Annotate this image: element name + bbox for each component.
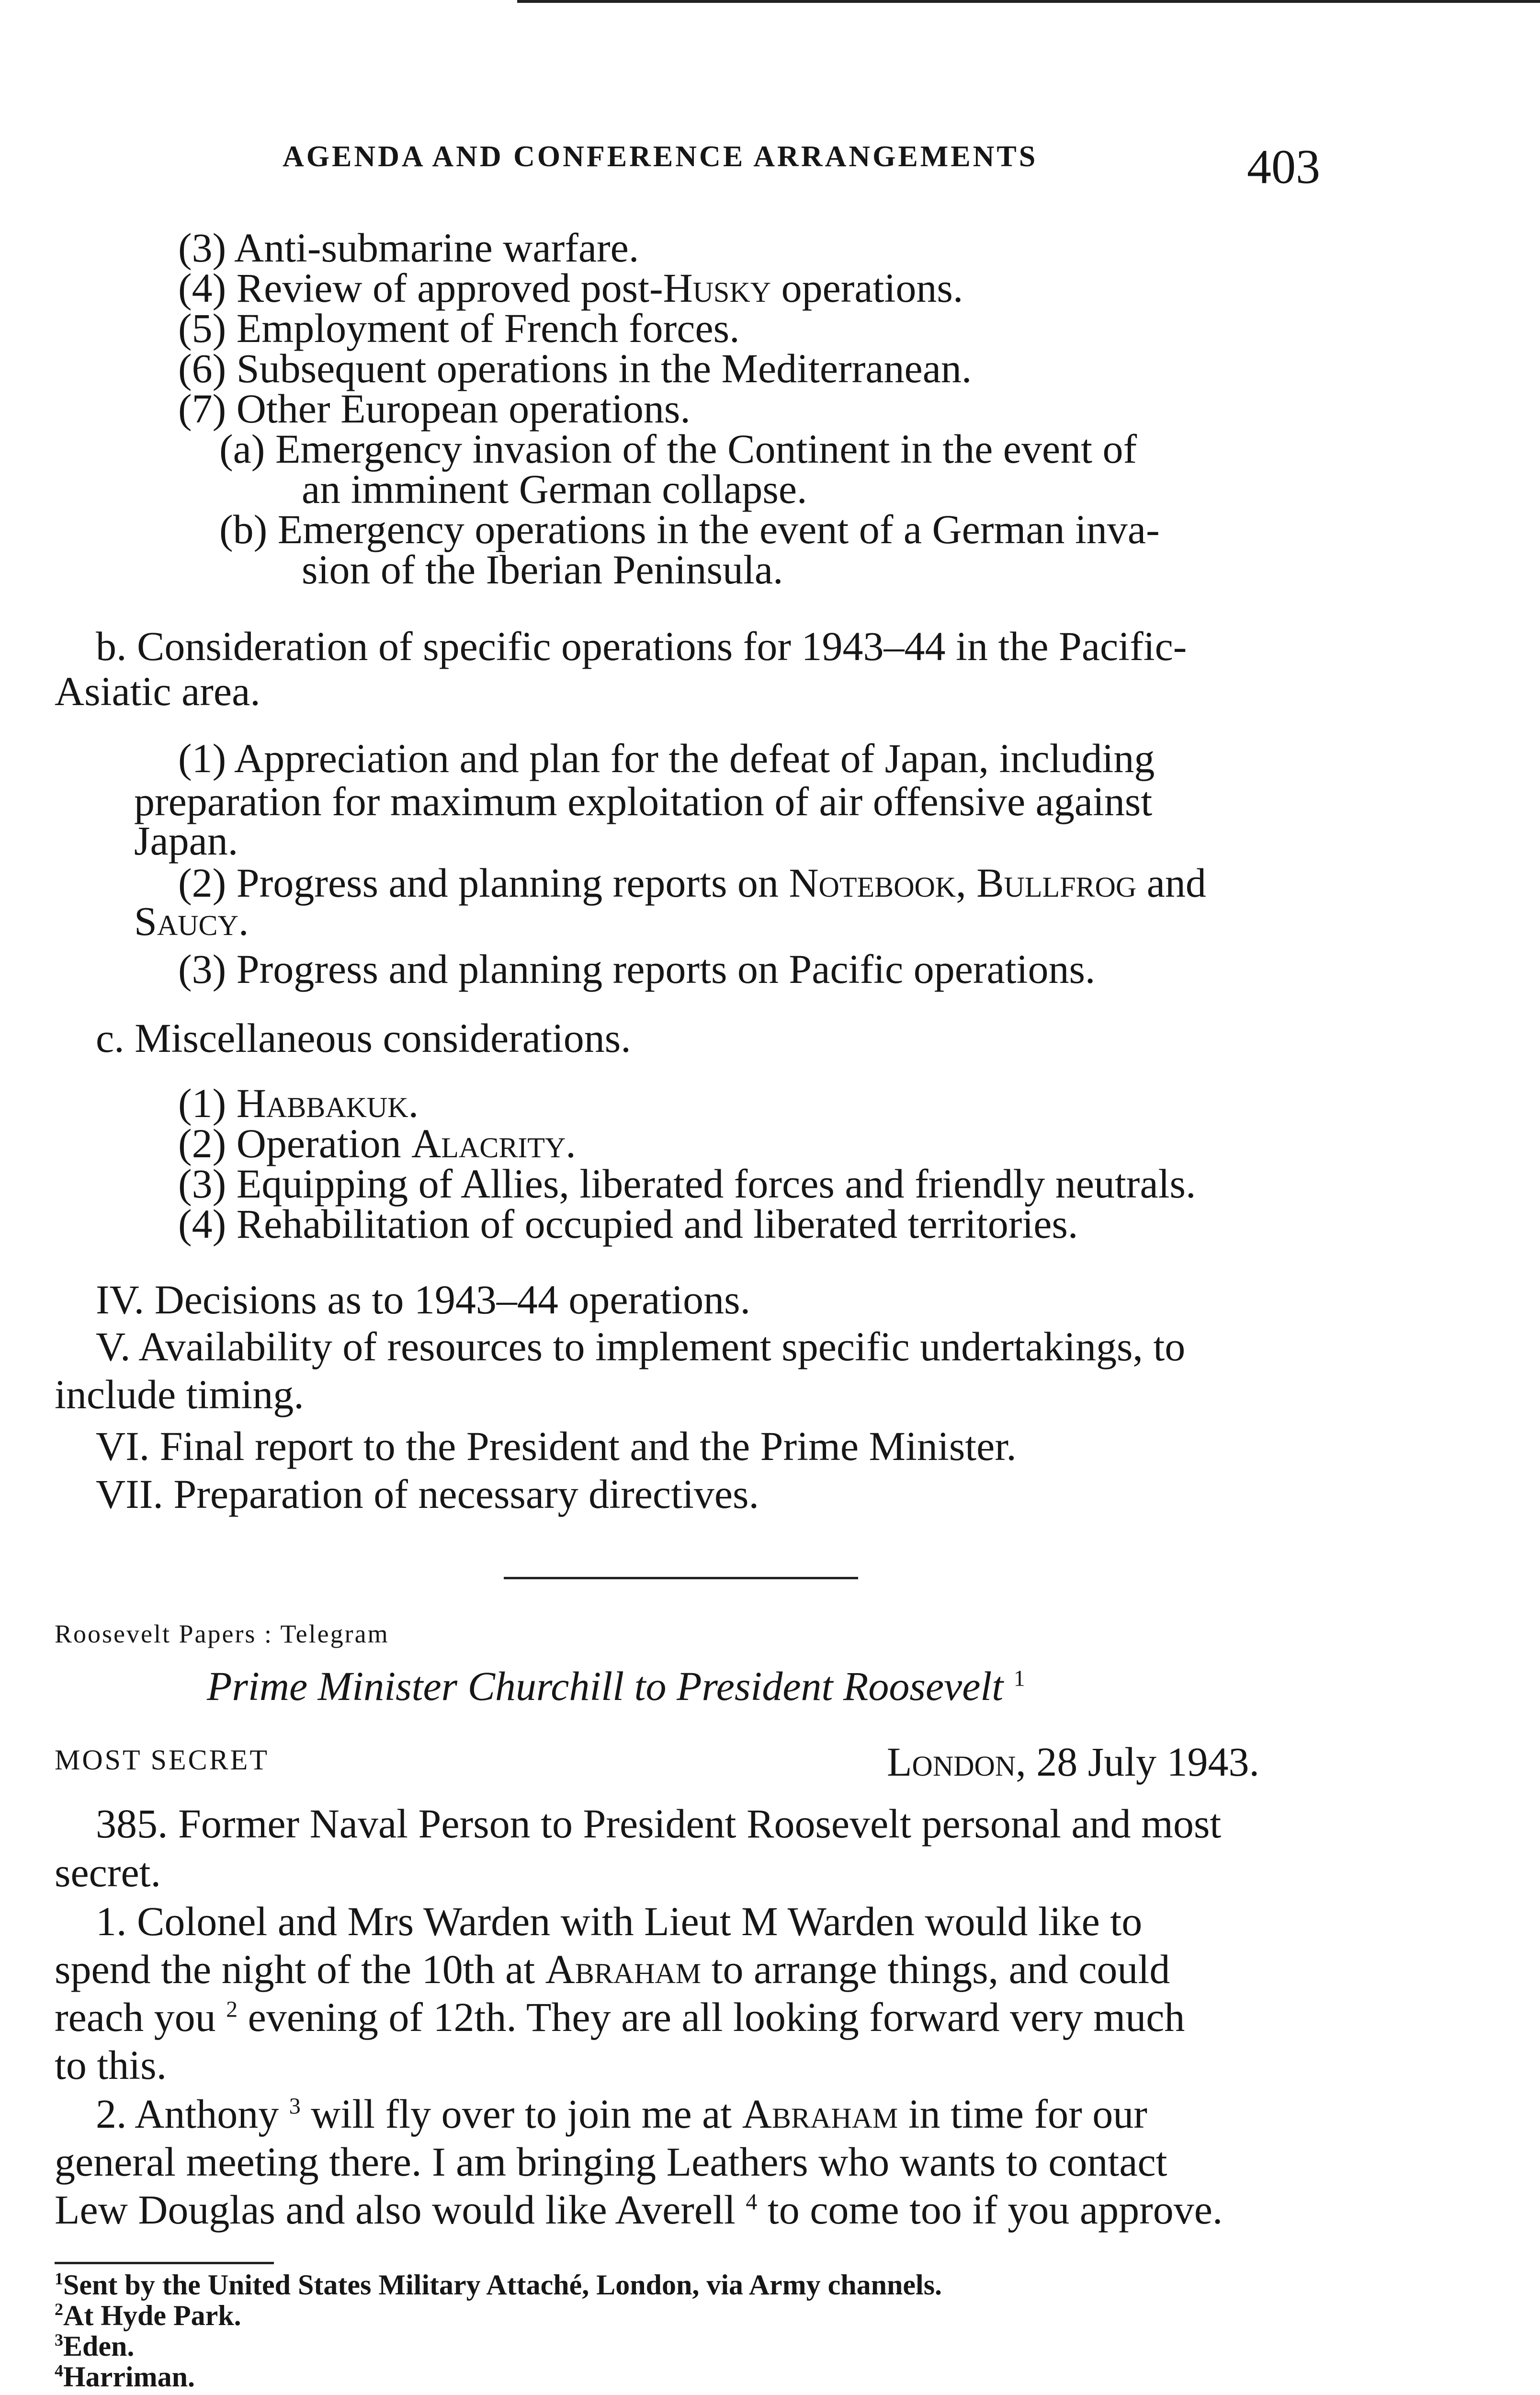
section-b-heading-line2: Asiatic area. — [55, 668, 260, 714]
item-b2-line1: (2) Progress and planning reports on Notebook, Bullfrog and — [178, 860, 1206, 906]
section-divider — [504, 1577, 858, 1579]
footnote-4: $^4$Harriman. — [55, 2361, 195, 2393]
title-footnote-mark: 1 — [1013, 1665, 1025, 1691]
section-c-heading: c. Miscellaneous considerations. — [96, 1015, 631, 1061]
p2-line2: general meeting there. I am bringing Leathers who wants to contact — [55, 2139, 1167, 2185]
item-v-line2: include timing. — [55, 1371, 304, 1417]
p2-line1: 2. Anthony $^3$ will fly over to join me at Abraham in time for our — [96, 2091, 1147, 2137]
item-vii: VII. Preparation of necessary directives. — [96, 1471, 759, 1517]
agenda-item-a5: (5) Employment of French forces. — [178, 305, 740, 351]
codename-abraham: Abraham — [545, 1946, 702, 1992]
footnote-2: $^2$At Hyde Park. — [55, 2300, 241, 2331]
item-c2: (2) Operation Alacrity. — [178, 1120, 576, 1166]
sub-item-a-line1: (a) Emergency invasion of the Continent in the event of — [219, 426, 1137, 472]
p385-line2: secret. — [55, 1849, 161, 1895]
page-number: 403 — [1247, 140, 1320, 194]
section-b-heading-line1: b. Consideration of specific operations for 1943–44 in the Pacific- — [96, 623, 1187, 669]
codename-bullfrog: Bullfrog — [976, 860, 1137, 906]
dateline: London, 28 July 1943. — [887, 1739, 1260, 1785]
item-v-line1: V. Availability of resources to implement specific undertakings, to — [96, 1323, 1186, 1369]
footnote-mark-3: 3 — [289, 2093, 301, 2119]
item-iv: IV. Decisions as to 1943–44 operations. — [96, 1277, 751, 1323]
footnote-mark-2: 2 — [226, 1996, 238, 2022]
item-b2-line2: Saucy. — [134, 898, 249, 944]
source-label: Roosevelt Papers : Telegram — [55, 1619, 389, 1648]
codename-alacrity: Alacrity — [411, 1120, 566, 1166]
footnote-mark-4: 4 — [746, 2189, 758, 2215]
item-c4: (4) Rehabilitation of occupied and liberated territories. — [178, 1201, 1078, 1247]
p1-line1: 1. Colonel and Mrs Warden with Lieut M Warden would like to — [96, 1898, 1143, 1944]
footnote-1: $^1$Sent by the United States Military Attaché, London, via Army channels. — [55, 2269, 942, 2301]
item-b1-line1: (1) Appreciation and plan for the defeat of Japan, including — [178, 735, 1155, 781]
codename-habbakuk: Habbakuk — [236, 1080, 408, 1126]
p385-line1: 385. Former Naval Person to President Roosevelt personal and most — [96, 1801, 1222, 1847]
codename-notebook: Notebook — [789, 860, 956, 906]
footnote-3: $^3$Eden. — [55, 2330, 135, 2362]
sub-item-b-line2: sion of the Iberian Peninsula. — [302, 547, 783, 593]
p1-line3: reach you $^2$ evening of 12th. They are all looking forward very much — [55, 1994, 1185, 2040]
footnote-rule — [55, 2262, 274, 2264]
codename-saucy: Saucy — [134, 898, 238, 944]
agenda-item-a7: (7) Other European operations. — [178, 386, 691, 432]
document-title: Prime Minister Churchill to President Roosevelt $^1$ — [207, 1663, 1025, 1709]
codename-abraham: Abraham — [742, 2091, 898, 2137]
agenda-item-a4: (4) Review of approved post-Husky operations. — [178, 265, 963, 311]
item-b1-line2: preparation for maximum exploitation of air offensive against — [134, 778, 1153, 824]
item-b1-line3: Japan. — [134, 818, 238, 864]
sub-item-a-line2: an imminent German collapse. — [302, 466, 807, 512]
item-c1: (1) Habbakuk. — [178, 1080, 419, 1126]
running-head: AGENDA AND CONFERENCE ARRANGEMENTS — [283, 140, 1038, 173]
item-c3: (3) Equipping of Allies, liberated forces and friendly neutrals. — [178, 1161, 1196, 1207]
classification-label: MOST SECRET — [55, 1744, 269, 1776]
p1-line2: spend the night of the 10th at Abraham to arrange things, and could — [55, 1946, 1170, 1992]
agenda-item-a3: (3) Anti-submarine warfare. — [178, 225, 639, 271]
item-vi: VI. Final report to the President and the Prime Minister. — [96, 1423, 1017, 1469]
sub-item-b-line1: (b) Emergency operations in the event of a German inva- — [219, 506, 1160, 552]
p1-line4: to this. — [55, 2042, 167, 2088]
item-b3: (3) Progress and planning reports on Pacific operations. — [178, 946, 1096, 992]
agenda-item-a6: (6) Subsequent operations in the Mediterranean. — [178, 345, 972, 391]
p2-line3: Lew Douglas and also would like Averell $^4$ to come too if you approve. — [55, 2187, 1223, 2233]
